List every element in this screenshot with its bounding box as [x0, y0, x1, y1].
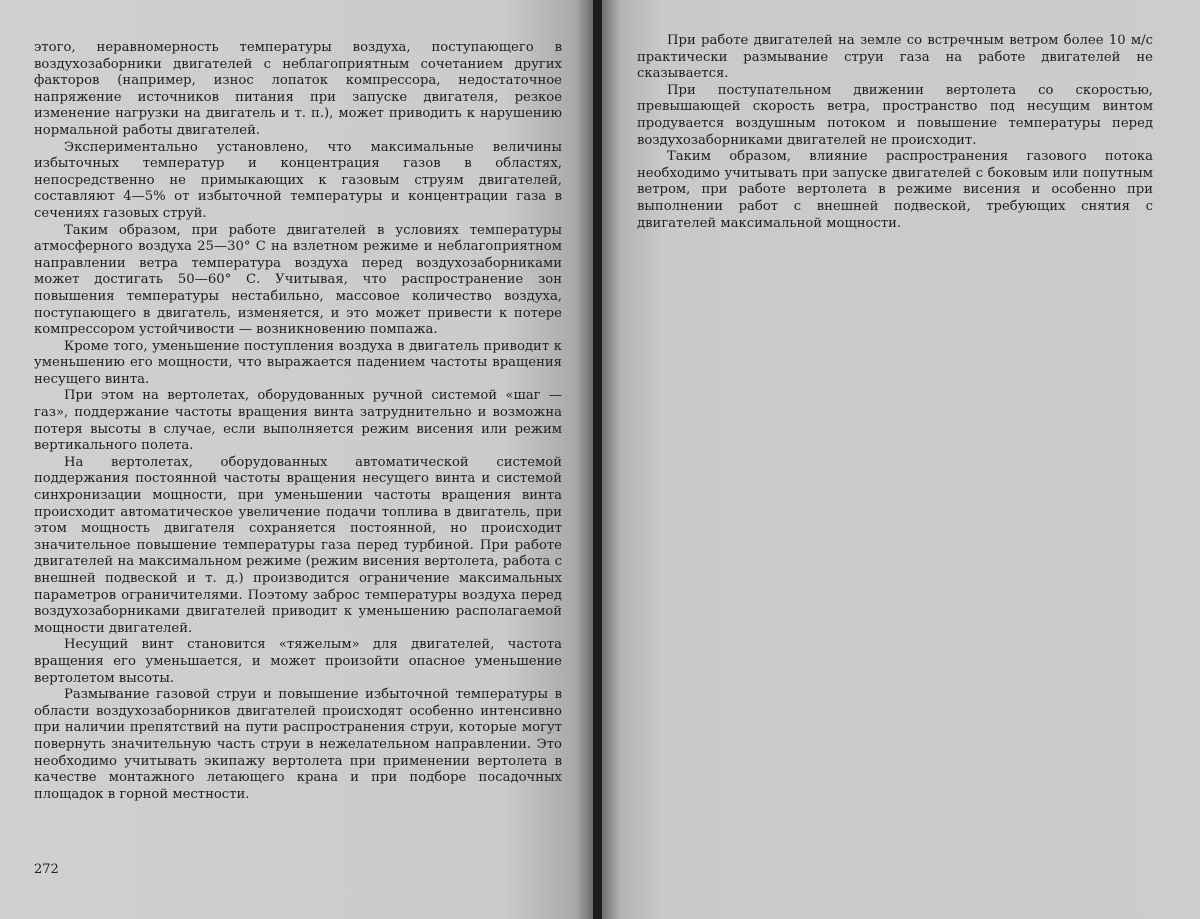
paragraph: этого, неравномерность температуры воздуха, поступающего в воздухозаборники двигателей с неблагоприятным сочетанием других факторов (например, износ лопаток компрессора, недостаточное напряжение источников питания при запуске двигателя, резкое изменение нагрузки на двигатель и т. п.), может приводить к нарушению нормальной работы двигателей.	[34, 40, 562, 138]
paragraph: Таким образом, при работе двигателей в условиях температуры атмосферного воздуха 25—30° С на взлетном режиме и неблагоприятном направлении ветра температура воздуха перед воздухозаборниками может достигать 50—60° С. Учитывая, что распространение зон повышения температуры нестабильно, массовое количество воздуха, поступающего в двигатель, изменяется, и это может привести к потере компрессором устойчивости — возникновению помпажа.	[34, 222, 562, 338]
paragraph: При поступательном движении вертолета со скоростью, превышающей скорость ветра, пространство под несущим винтом продувается воздушным потоком и повышение температуры перед воздухозаборниками двигателей не происходит.	[637, 82, 1153, 148]
paragraph: Кроме того, уменьшение поступления воздуха в двигатель приводит к уменьшению его мощности, что выражается падением частоты вращения несущего винта.	[34, 338, 562, 387]
paragraph: Размывание газовой струи и повышение избыточной температуры в области воздухозаборников двигателей происходят особенно интенсивно при наличии препятствий на пути распространения струи, которые могут повернуть значительную часть струи в нежелательном направлении. Это необходимо учитывать экипажу вертолета при применении вертолета в качестве монтажного летающего крана и при подборе посадочных площадок в горной местности.	[34, 687, 562, 802]
paragraph: Экспериментально установлено, что максимальные величины избыточных температур и концентрация газов в областях, непосредственно не примыкающих к газовым струям двигателей, составляют 4—5% от избыточной температуры и концентрации газа в сечениях газовых струй.	[34, 139, 562, 221]
paragraph: Несущий винт становится «тяжелым» для двигателей, частота вращения его уменьшается, и может произойти опасное уменьшение вертолетом высоты.	[34, 637, 562, 686]
paragraph: На вертолетах, оборудованных автоматической системой поддержания постоянной частоты вращения несущего винта и системой синхронизации мощности, при уменьшении частоты вращения винта происходит автоматическое увеличение подачи топлива в двигатель, при этом мощность двигателя сохраняется постоянной, но происходит значительное повышение температуры газа перед турбиной. При работе двигателей на максимальном режиме (режим висения вертолета, работа с внешней подвеской и т. д.) производится ограничение максимальных параметров ограничителями. Поэтому заброс температуры воздуха перед воздухозаборниками двигателей приводит к уменьшению располагаемой мощности двигателей.	[34, 454, 562, 636]
left-page-text	[34, 40, 562, 803]
paragraph: При этом на вертолетах, оборудованных ручной системой «шаг — газ», поддержание частоты вращения винта затруднительно и возможна потеря высоты в случае, если выполняется режим висения или режим вертикального полета.	[34, 388, 562, 454]
right-page-text	[637, 33, 1153, 232]
paragraph: Таким образом, влияние распространения газового потока необходимо учитывать при запуске двигателей с боковым или попутным ветром, при работе вертолета в режиме висения и особенно при выполнении работ с внешней подвеской, требующих снятия с двигателей максимальной мощности.	[637, 149, 1153, 231]
left-page	[0, 0, 593, 919]
page-number: 272	[34, 862, 59, 877]
paragraph: При работе двигателей на земле со встречным ветром более 10 м/с практически размывание струи газа на работе двигателей не сказывается.	[637, 33, 1153, 82]
book-gutter	[593, 0, 602, 919]
